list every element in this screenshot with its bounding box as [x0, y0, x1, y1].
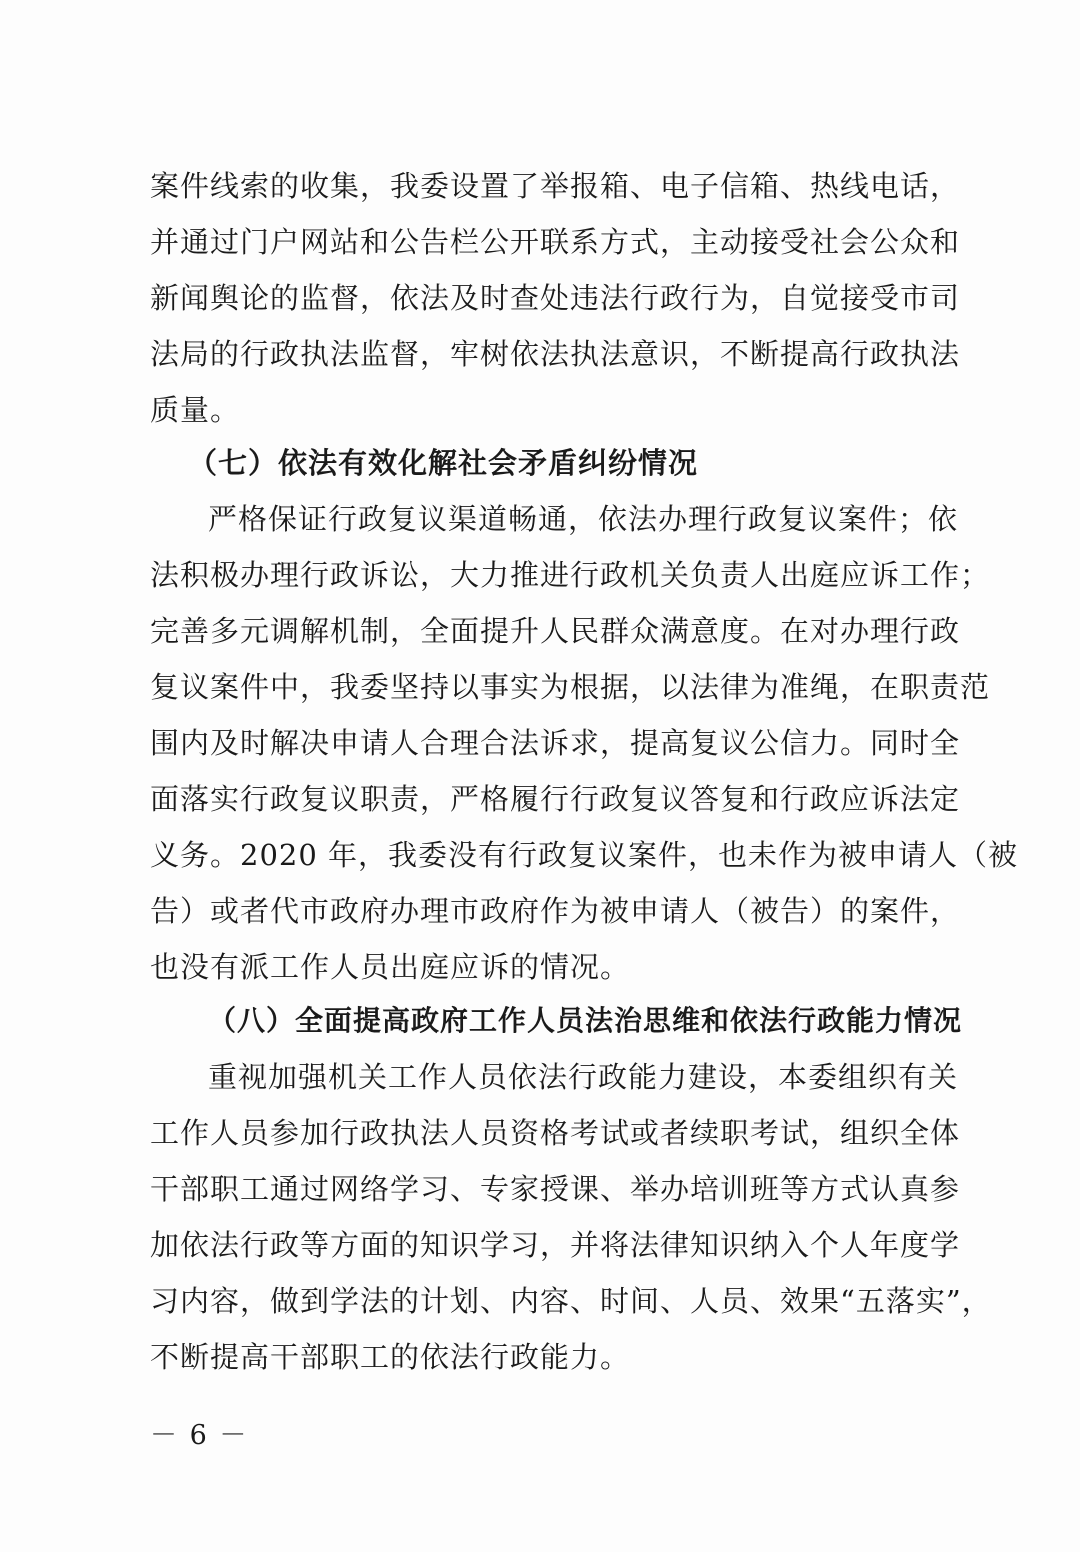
body-text-line: 复议案件中，我委坚持以事实为根据，以法律为准绳，在职责范	[150, 670, 991, 704]
body-text-line: 案件线索的收集，我委设置了举报箱、电子信箱、热线电话，	[150, 169, 961, 203]
body-text-line: 法局的行政执法监督，牢树依法执法意识，不断提高行政执法	[150, 337, 961, 371]
body-text-line: 新闻舆论的监督，依法及时查处违法行政行为，自觉接受市司	[150, 281, 961, 315]
page-number: － 6 －	[150, 1420, 249, 1451]
body-text-line: 告）或者代市政府办理市政府作为被申请人（被告）的案件，	[150, 894, 961, 928]
body-text-line: 质量。	[150, 393, 241, 427]
body-text-line: 重视加强机关工作人员依法行政能力建设，本委组织有关	[208, 1060, 959, 1094]
body-text-line: 完善多元调解机制，全面提升人民群众满意度。在对办理行政	[150, 614, 961, 648]
body-text-line: 加依法行政等方面的知识学习，并将法律知识纳入个人年度学	[150, 1228, 961, 1262]
body-text-line: 并通过门户网站和公告栏公开联系方式，主动接受社会公众和	[150, 225, 961, 259]
body-text-line: 习内容，做到学法的计划、内容、时间、人员、效果“五落实”，	[150, 1284, 992, 1318]
body-text-line: 工作人员参加行政执法人员资格考试或者续职考试，组织全体	[150, 1116, 961, 1150]
body-text-line: 围内及时解决申请人合理合法诉求，提高复议公信力。同时全	[150, 726, 961, 760]
body-text-line: 义务。2020 年，我委没有行政复议案件，也未作为被申请人（被	[150, 838, 1019, 872]
body-text-line: 面落实行政复议职责，严格履行行政复议答复和行政应诉法定	[150, 782, 961, 816]
section-heading-8: （八）全面提高政府工作人员法治思维和依法行政能力情况	[208, 1004, 963, 1037]
body-text-line: 不断提高干部职工的依法行政能力。	[150, 1340, 631, 1374]
body-text-line: 也没有派工作人员出庭应诉的情况。	[150, 950, 631, 984]
body-text-line: 法积极办理行政诉讼，大力推进行政机关负责人出庭应诉工作；	[150, 558, 991, 592]
body-text-line: 干部职工通过网络学习、专家授课、举办培训班等方式认真参	[150, 1172, 961, 1206]
body-text-line: 严格保证行政复议渠道畅通，依法办理行政复议案件；依	[208, 502, 959, 536]
section-heading-7: （七）依法有效化解社会矛盾纠纷情况	[188, 446, 699, 480]
